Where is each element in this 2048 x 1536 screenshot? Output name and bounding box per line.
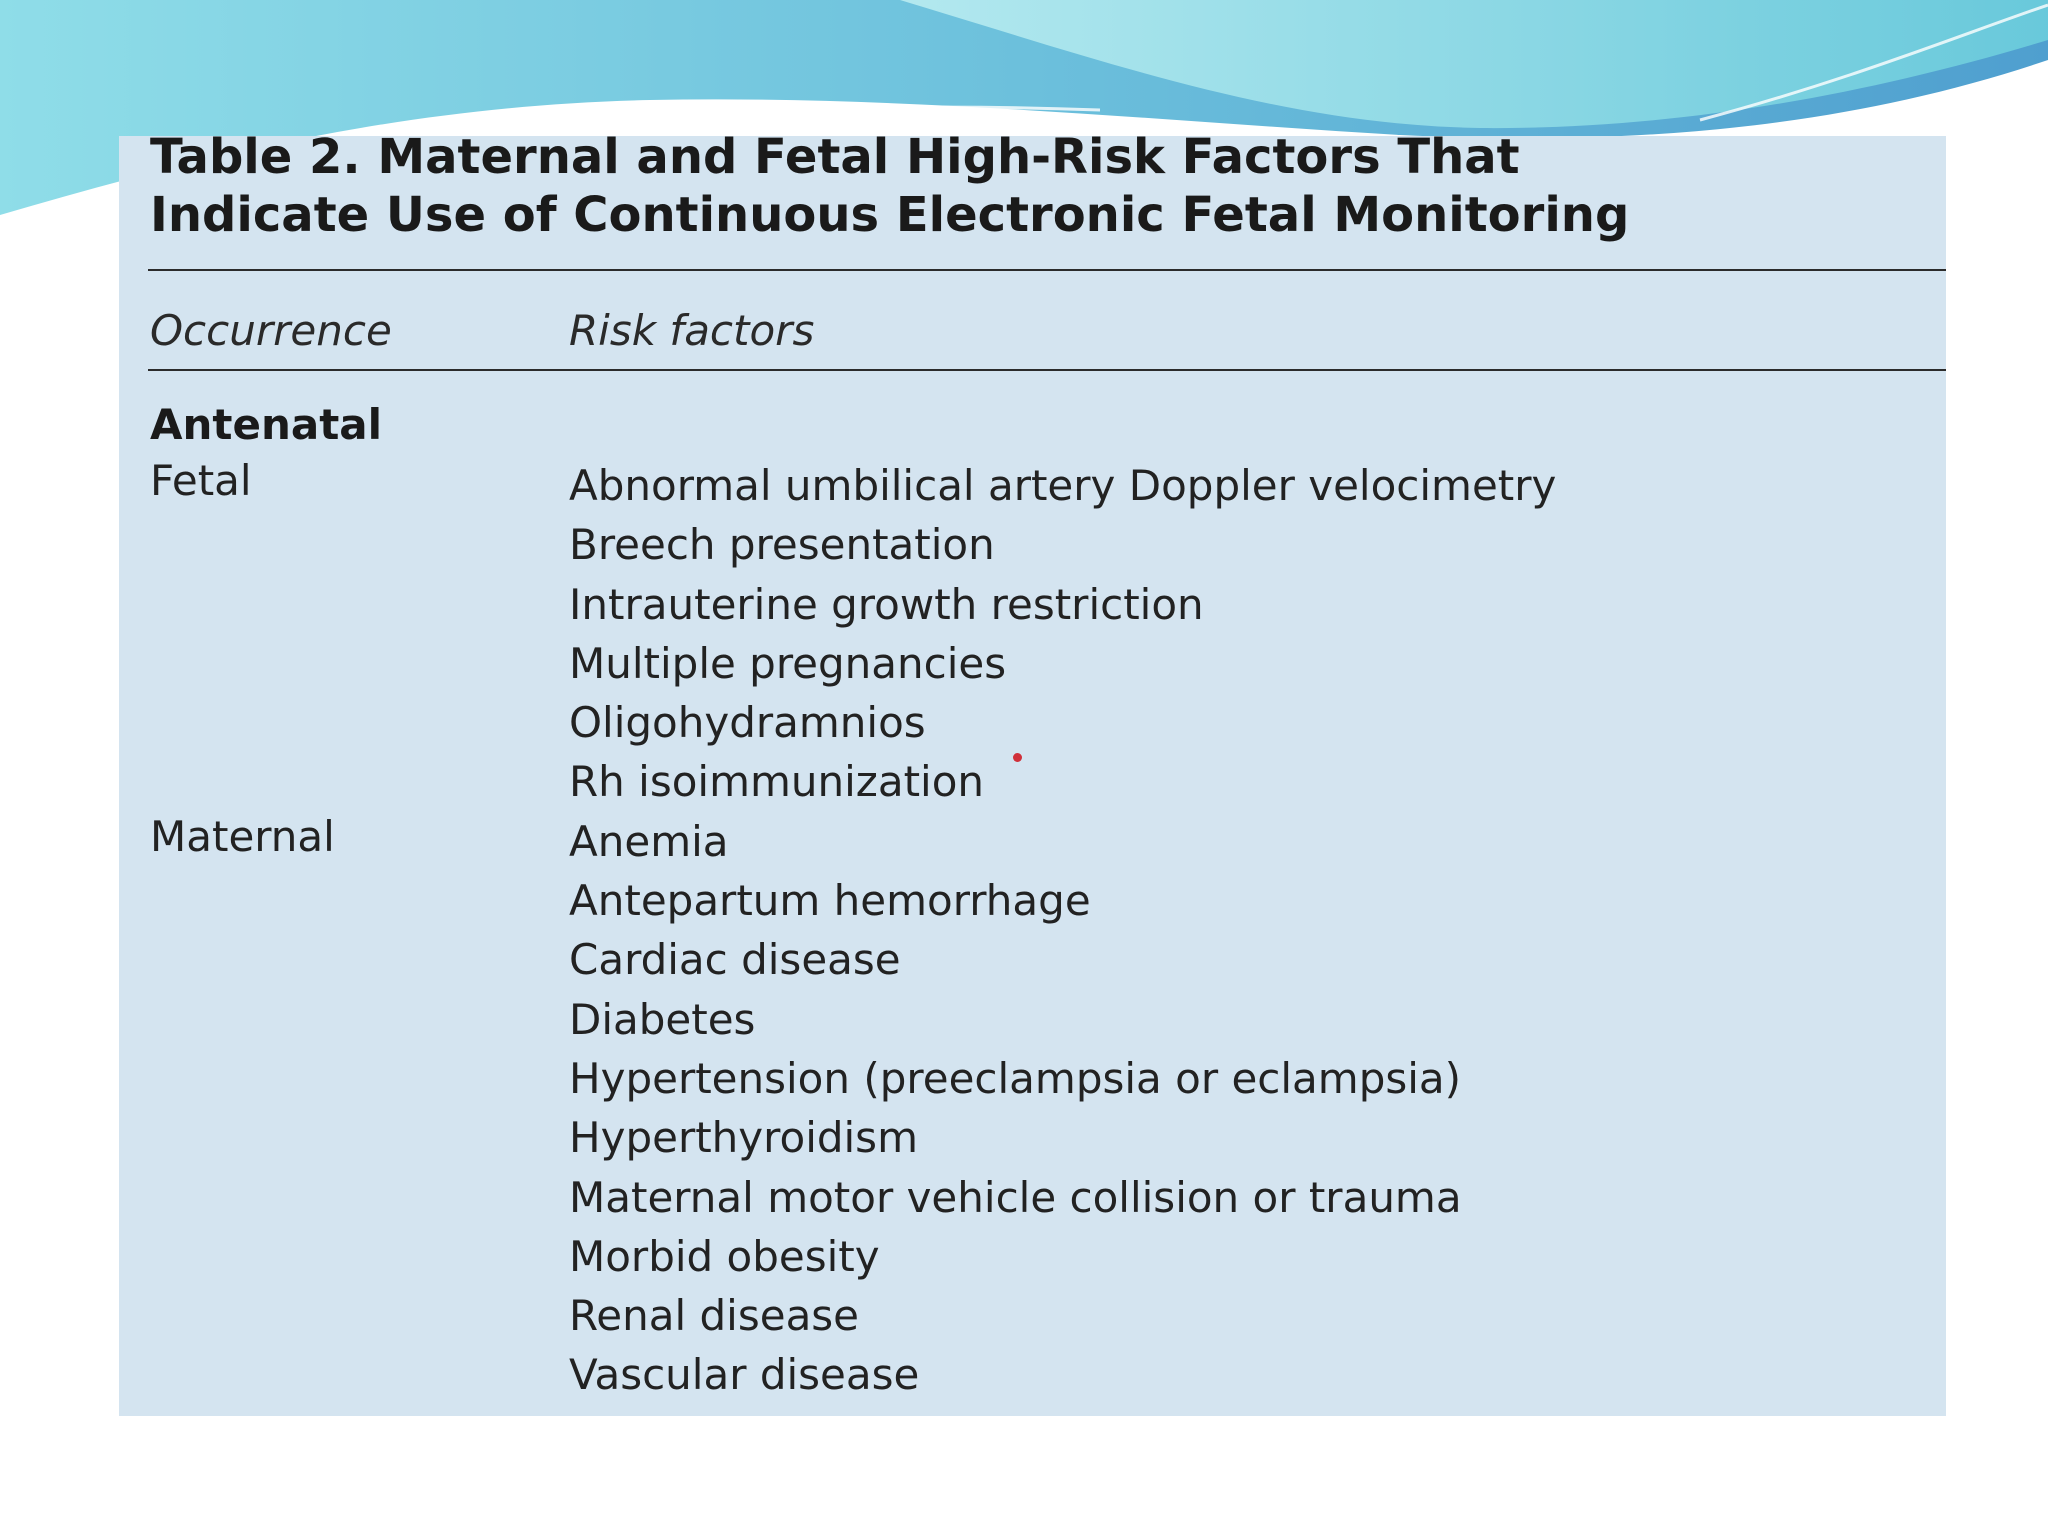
risk-factor-item: Vascular disease (569, 1350, 920, 1400)
risk-factor-list (569, 456, 1556, 1405)
table-title-line-2: Indicate Use of Continuous Electronic Fetal Monitoring (150, 187, 1630, 243)
occurrence-fetal: Fetal (150, 456, 252, 505)
risk-factor-item: Abnormal umbilical artery Doppler velocimetry (569, 461, 1557, 510)
risk-factor-item: Hypertension (preeclampsia or eclampsia) (569, 1053, 1462, 1103)
risk-factor-item: Hyperthyroidism (569, 1113, 918, 1163)
red-marker-dot (1013, 753, 1022, 762)
risk-factor-item: Cardiac disease (569, 935, 901, 985)
risk-factor-item: Maternal motor vehicle collision or trauma (569, 1172, 1462, 1222)
risk-factor-item: Oligohydramnios (569, 698, 926, 748)
title-divider (148, 269, 1946, 271)
risk-factor-item: Diabetes (569, 994, 756, 1044)
section-heading-antenatal: Antenatal (150, 400, 383, 449)
risk-factor-item: Breech presentation (569, 520, 995, 570)
column-header-risk-factors: Risk factors (569, 306, 815, 355)
table-title-line-1: Table 2. Maternal and Fetal High-Risk Factors That (150, 129, 1520, 185)
risk-factor-item: Intrauterine growth restriction (569, 579, 1204, 629)
table-title (150, 128, 1930, 244)
column-header-occurrence: Occurrence (150, 306, 392, 355)
risk-factor-item: Anemia (569, 816, 729, 866)
header-divider (148, 369, 1946, 371)
risk-factor-item: Rh isoimmunization (569, 757, 985, 807)
risk-factor-item: Morbid obesity (569, 1231, 880, 1281)
occurrence-maternal: Maternal (150, 812, 335, 861)
risk-factor-item: Renal disease (569, 1291, 860, 1341)
risk-factor-item: Multiple pregnancies (569, 638, 1007, 688)
risk-factor-item: Antepartum hemorrhage (569, 876, 1091, 926)
